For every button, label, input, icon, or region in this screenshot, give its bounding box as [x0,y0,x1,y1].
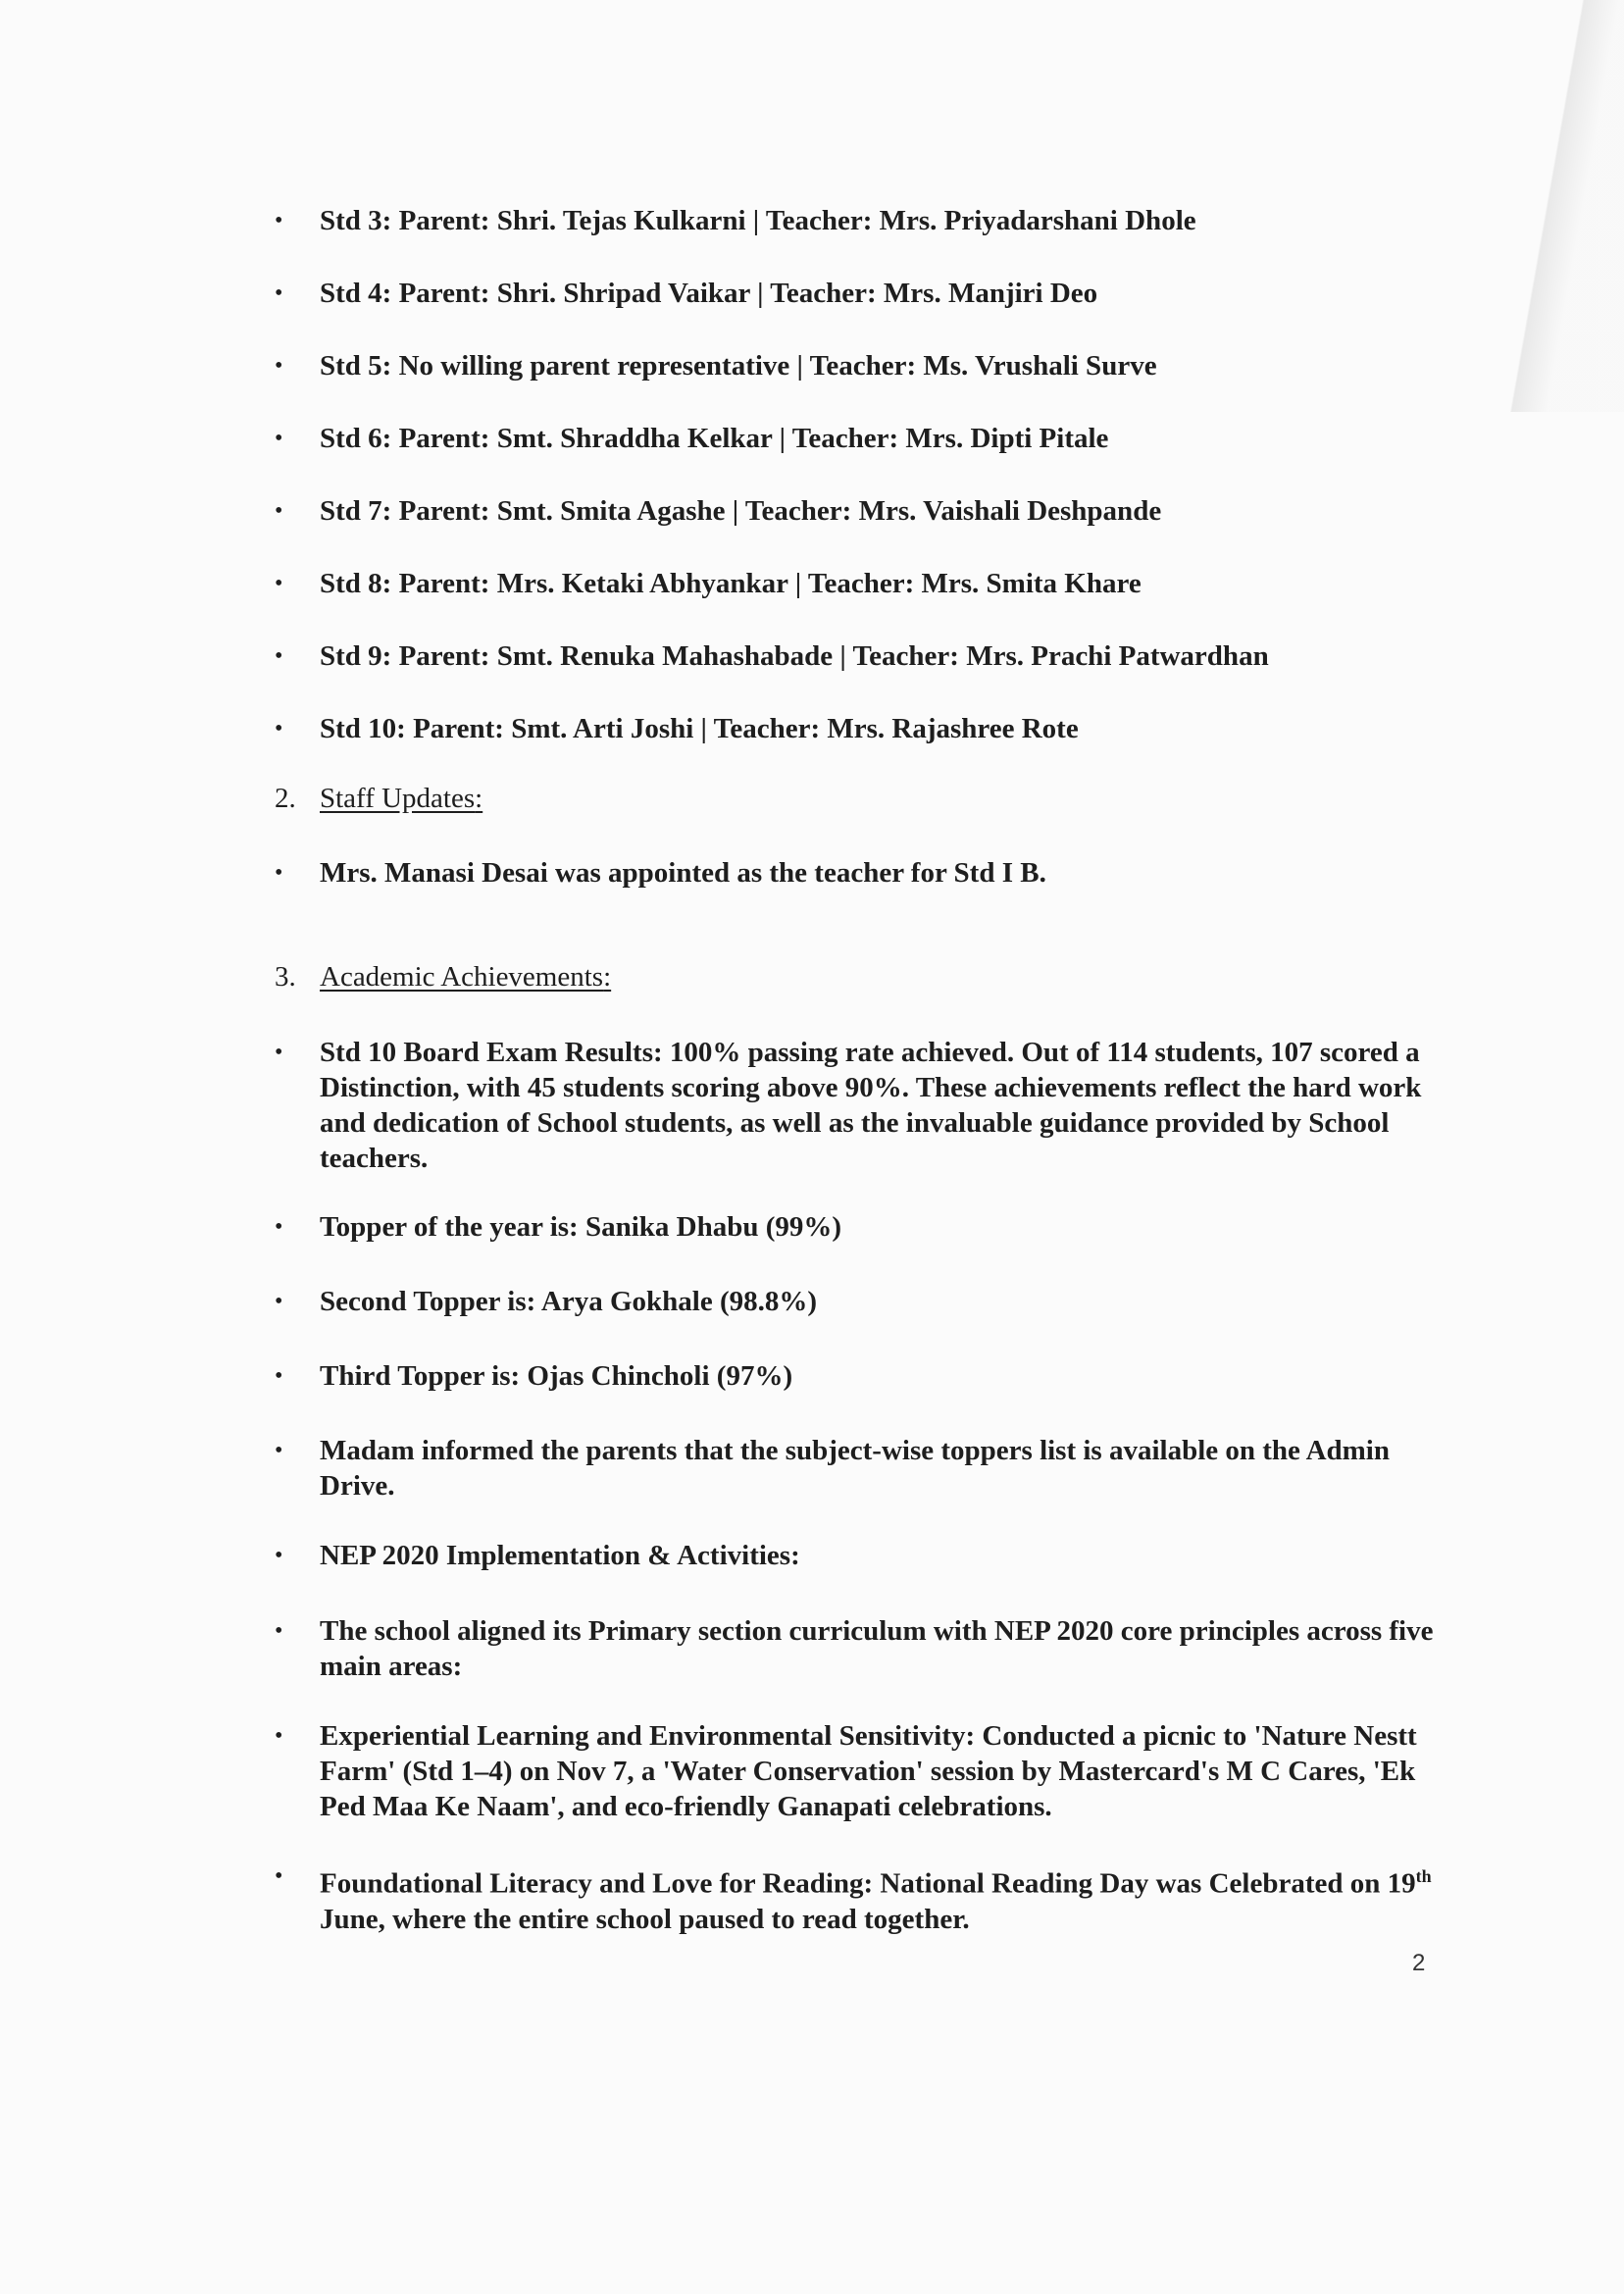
representative-std8: Std 8: Parent: Mrs. Ketaki Abhyankar | Teacher: Mrs. Smita Khare [320,568,1142,599]
bullet-icon: • [275,426,283,451]
nep-heading-text: NEP 2020 Implementation & Activities: [320,1540,800,1571]
representative-std9: Std 9: Parent: Smt. Renuka Mahashabade | Teacher: Mrs. Prachi Patwardhan [320,640,1269,672]
bullet-icon: • [275,498,283,524]
bullet-icon: • [275,571,283,596]
representative-std10: Std 10: Parent: Smt. Arti Joshi | Teacher: Mrs. Rajashree Rote [320,713,1079,744]
section-heading: Staff Updates [320,783,476,814]
page-fold-shadow [1506,0,1624,412]
representative-std5: Std 5: No willing parent representative | Teacher: Ms. Vrushali Surve [320,350,1157,382]
representative-std6: Std 6: Parent: Smt. Shraddha Kelkar | Teacher: Mrs. Dipti Pitale [320,423,1109,454]
representative-std3: Std 3: Parent: Shri. Tejas Kulkarni | Teacher: Mrs. Priyadarshani Dhole [320,205,1196,236]
bullet-icon: • [275,1618,283,1644]
third-topper-text: Third Topper is: Ojas Chincholi (97%) [320,1360,793,1392]
bullet-icon: • [275,1863,283,1889]
second-topper-text: Second Topper is: Arya Gokhale (98.8%) [320,1286,818,1317]
section-heading: Academic Achievements [320,961,604,993]
bullet-icon: • [275,860,283,886]
staff-update-text: Mrs. Manasi Desai was appointed as the teacher for Std I B. [320,857,1046,889]
representative-std4: Std 4: Parent: Shri. Shripad Vaikar | Teacher: Mrs. Manjiri Deo [320,278,1098,309]
bullet-icon: • [275,1543,283,1568]
page-number: 2 [1412,1950,1426,1976]
heading-colon: : [603,961,612,993]
bullet-icon: • [275,1723,283,1749]
bullet-icon: • [275,643,283,669]
bullet-icon: • [275,353,283,379]
bullet-icon: • [275,1214,283,1240]
reading-day-text: Foundational Literacy and Love for Reading: National Reading Day was Celebrated on 19th June, where the entire school paused to read together. [320,1866,1432,1935]
experiential-learning-text: Experiential Learning and Environmental Sensitivity: Conducted a picnic to 'Nature Nestt Farm' (Std 1–4) on Nov 7, a 'Water Conservation' session by Mastercard's M C Cares, 'Ek Ped Maa Ke Naam', and eco-friendly Ganapati celebrations. [320,1720,1417,1822]
bullet-icon: • [275,208,283,233]
ordinal-suffix: th [1415,1866,1432,1886]
bullet-icon: • [275,280,283,306]
board-results-text: Std 10 Board Exam Results: 100% passing rate achieved. Out of 114 students, 107 scored a Distinction, with 45 students scoring above 90%. These achievements reflect the hard work and dedication of School students, as well as the invaluable guidance provided by School teachers. [320,1037,1422,1174]
bullet-icon: • [275,1289,283,1314]
section-number: 3. [275,961,296,993]
section-number: 2. [275,783,296,814]
heading-colon: : [475,783,483,814]
representative-std7: Std 7: Parent: Smt. Smita Agashe | Teacher: Mrs. Vaishali Deshpande [320,495,1162,527]
toppers-list-note: Madam informed the parents that the subject-wise toppers list is available on the Admin Drive. [320,1435,1390,1502]
bullet-icon: • [275,1040,283,1065]
bullet-icon: • [275,716,283,741]
bullet-icon: • [275,1363,283,1389]
topper-text: Topper of the year is: Sanika Dhabu (99%) [320,1211,842,1243]
bullet-icon: • [275,1438,283,1463]
nep-alignment-text: The school aligned its Primary section curriculum with NEP 2020 core principles across five main areas: [320,1615,1434,1682]
